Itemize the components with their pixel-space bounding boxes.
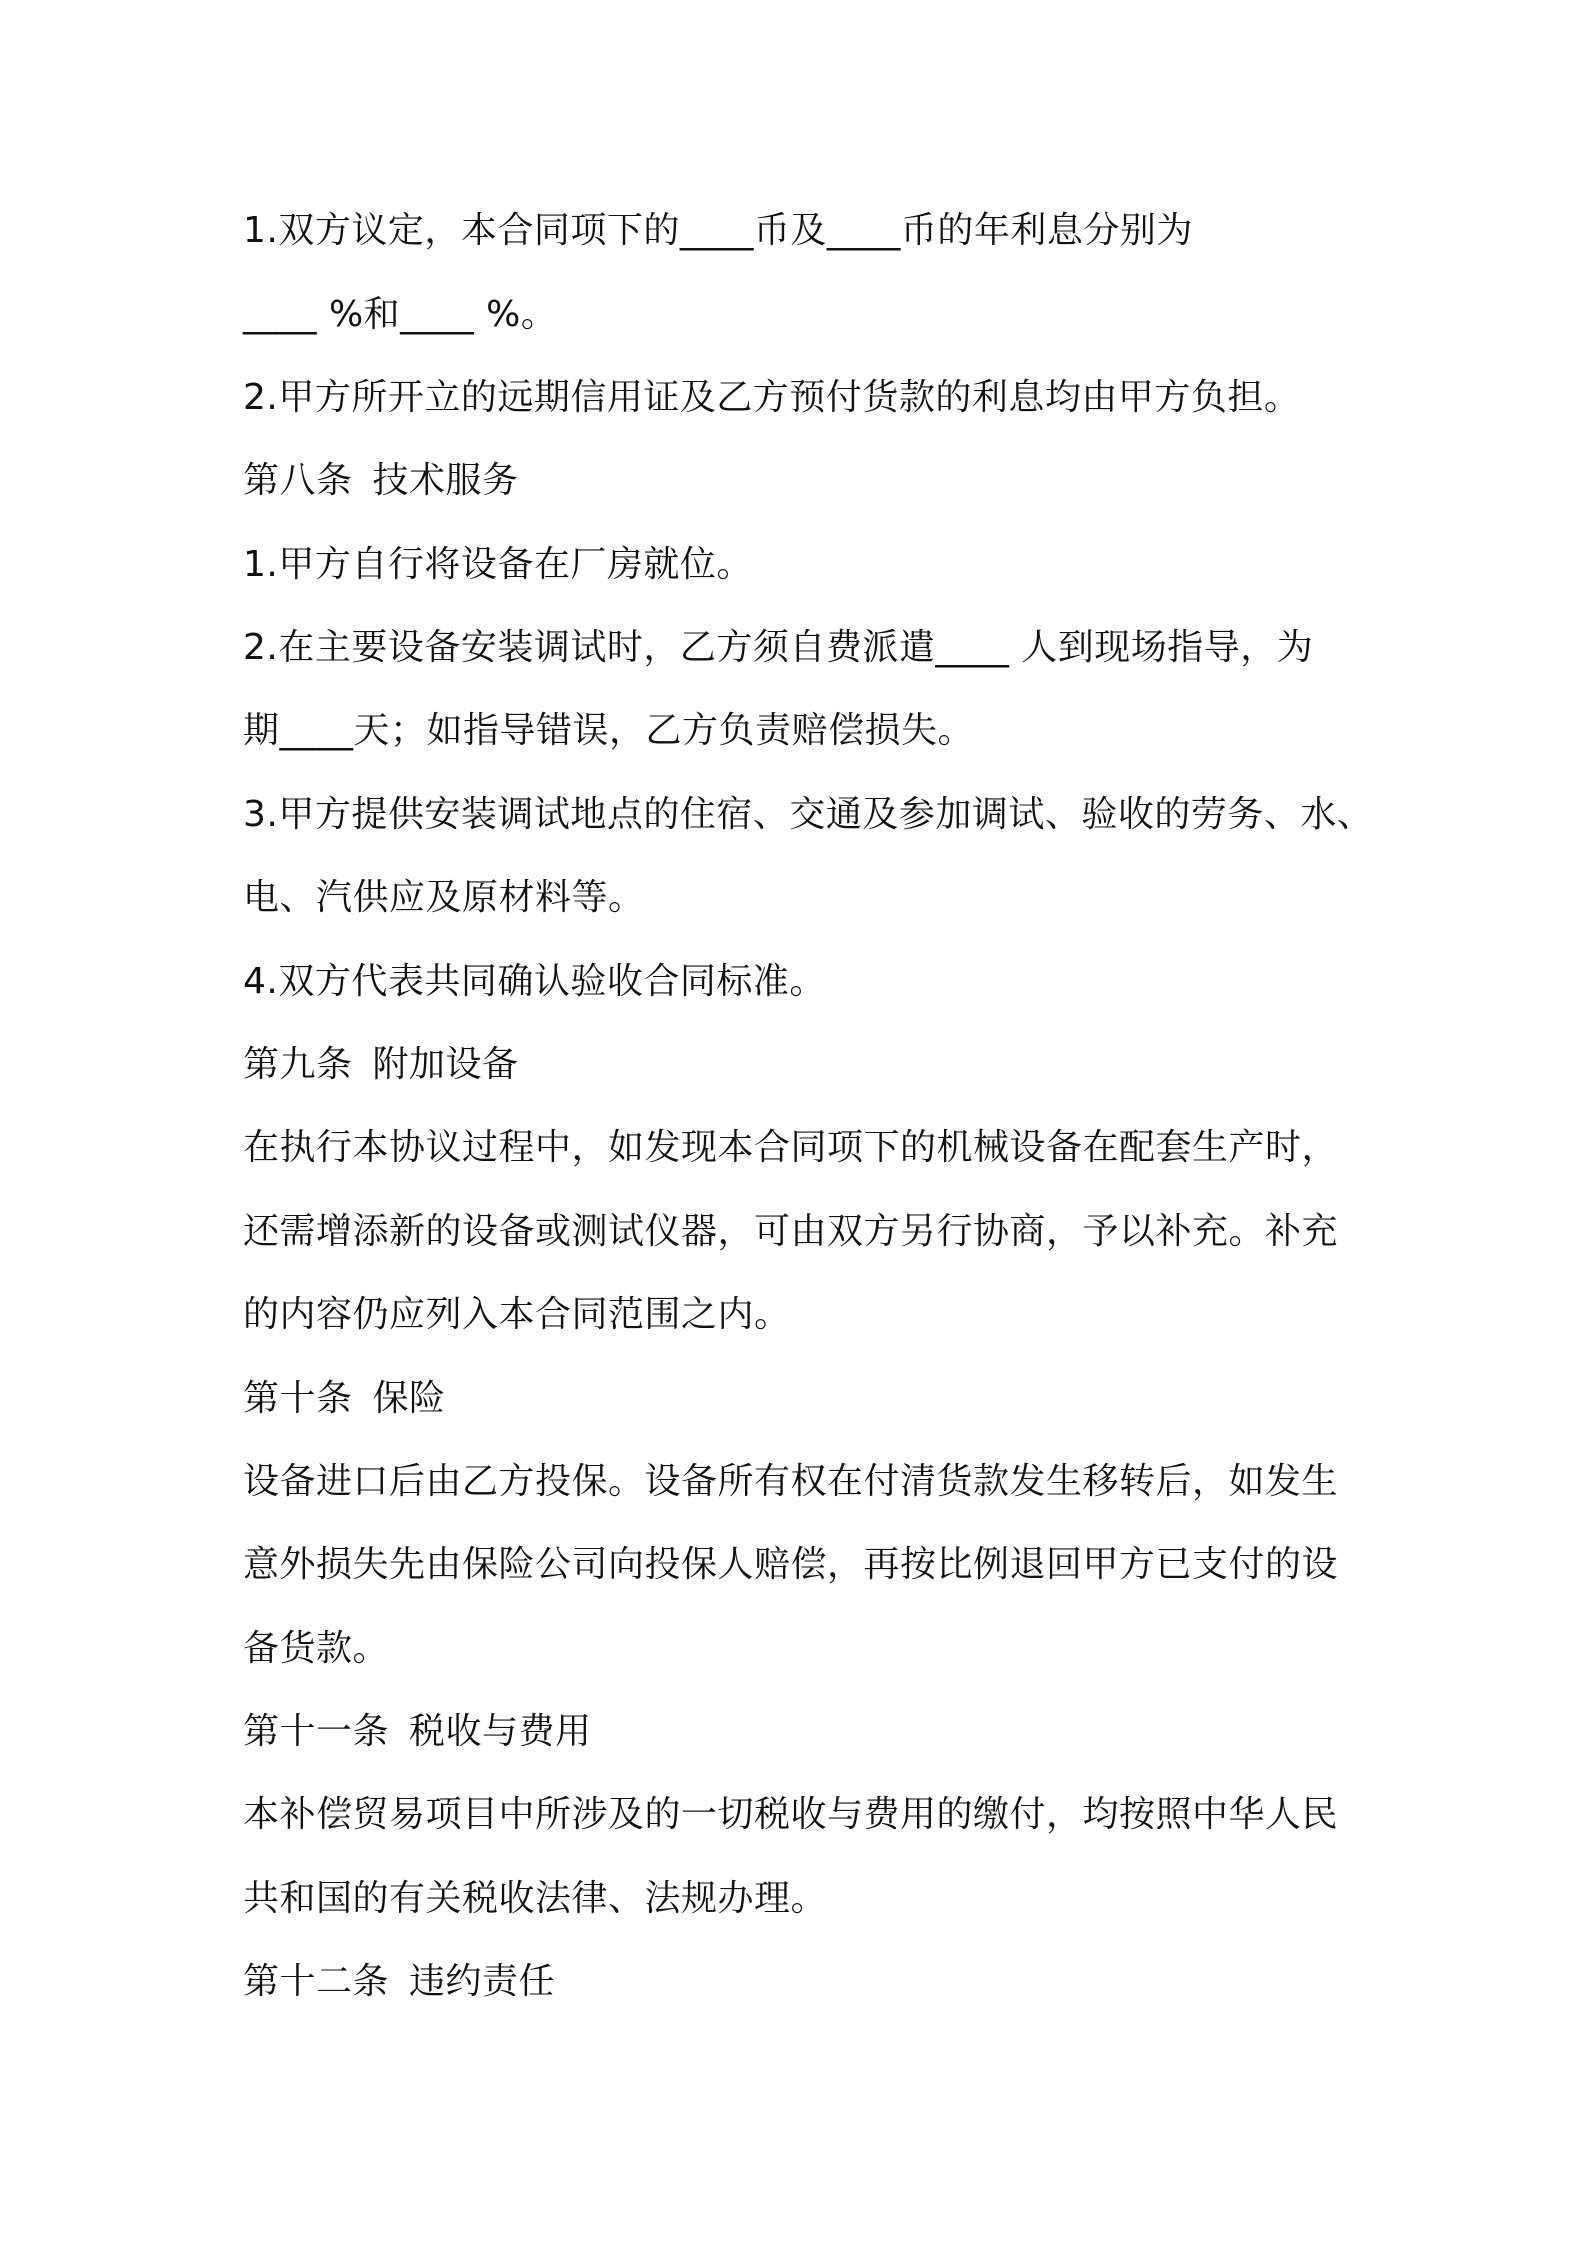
article-12-title: 违约责任 bbox=[409, 1961, 556, 2002]
article-10-number: 第十条 bbox=[243, 1378, 353, 1419]
article-12-number: 第十二条 bbox=[243, 1961, 390, 2002]
article-10-heading bbox=[243, 1377, 1363, 1421]
interest-burden-clause: 2.甲方所开立的远期信用证及乙方预付货款的利息均由甲方负担。 bbox=[243, 377, 1301, 418]
article-8-item-2-line-1: 2.在主要设备安装调试时，乙方须自费派遣____ 人到现场指导，为 bbox=[243, 627, 1314, 668]
article-11-number: 第十一条 bbox=[243, 1711, 390, 1752]
article-8-heading bbox=[243, 459, 1363, 503]
article-10-paragraph-line-3: 备货款。 bbox=[243, 1628, 390, 1669]
article-9-number: 第九条 bbox=[243, 1044, 353, 1085]
article-8-item-4: 4.双方代表共同确认验收合同标准。 bbox=[243, 961, 826, 1002]
article-11-heading bbox=[243, 1710, 1363, 1754]
article-12-heading bbox=[243, 1960, 1363, 2004]
article-9-heading bbox=[243, 1043, 1363, 1087]
article-9-paragraph-line-1: 在执行本协议过程中，如发现本合同项下的机械设备在配套生产时， bbox=[243, 1127, 1339, 1168]
article-8-item-1: 1.甲方自行将设备在厂房就位。 bbox=[243, 544, 753, 585]
interest-rate-clause-line-1: 1.双方议定，本合同项下的____币及____币的年利息分别为 bbox=[243, 210, 1193, 251]
article-10-paragraph-line-2: 意外损失先由保险公司向投保人赔偿，再按比例退回甲方已支付的设 bbox=[243, 1544, 1339, 1585]
interest-rate-clause-line-2: ____ %和____ %。 bbox=[243, 294, 558, 335]
article-10-paragraph-line-1: 设备进口后由乙方投保。设备所有权在付清货款发生移转后，如发生 bbox=[243, 1461, 1339, 1502]
article-11-paragraph-line-1: 本补偿贸易项目中所涉及的一切税收与费用的缴付，均按照中华人民 bbox=[243, 1794, 1339, 1835]
article-9-paragraph-line-2: 还需增添新的设备或测试仪器，可由双方另行协商，予以补充。补充 bbox=[243, 1211, 1339, 1252]
article-8-item-2-line-2: 期____天；如指导错误，乙方负责赔偿损失。 bbox=[243, 710, 975, 751]
article-8-title: 技术服务 bbox=[372, 460, 519, 501]
article-10-title: 保险 bbox=[372, 1378, 446, 1419]
article-8-number: 第八条 bbox=[243, 460, 353, 501]
article-11-title: 税收与费用 bbox=[409, 1711, 592, 1752]
article-8-item-3-line-1: 3.甲方提供安装调试地点的住宿、交通及参加调试、验收的劳务、水、 bbox=[243, 794, 1374, 835]
article-11-paragraph-line-2: 共和国的有关税收法律、法规办理。 bbox=[243, 1878, 828, 1919]
article-8-item-3-line-2: 电、汽供应及原材料等。 bbox=[243, 877, 645, 918]
article-9-title: 附加设备 bbox=[372, 1044, 519, 1085]
article-9-paragraph-line-3: 的内容仍应列入本合同范围之内。 bbox=[243, 1294, 791, 1335]
